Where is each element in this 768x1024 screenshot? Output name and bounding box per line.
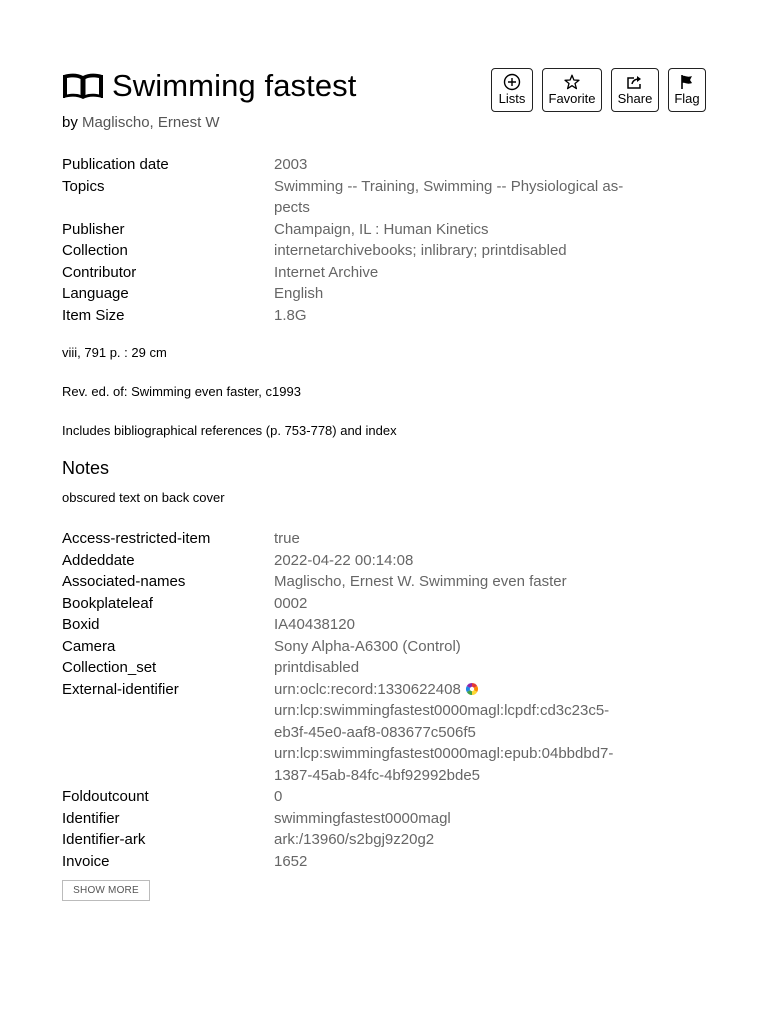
- detail-key: Foldoutcount: [62, 788, 149, 805]
- detail-value: Maglischo, Ernest W. Swimming even faster: [274, 573, 567, 590]
- book-open-icon: [62, 71, 104, 101]
- detail-value: swimmingfastest0000magl: [274, 809, 451, 827]
- meta-key: Publication date: [62, 156, 169, 173]
- meta-key: Contributor: [62, 263, 137, 281]
- flag-label: Flag: [674, 91, 700, 106]
- favorite-label: Favorite: [548, 91, 596, 106]
- share-icon: [626, 73, 644, 91]
- plus-circle-icon: [503, 73, 521, 91]
- detail-value: IA40438120: [274, 616, 355, 633]
- detail-row: [62, 593, 706, 615]
- detail-row: [62, 679, 706, 787]
- flag-button[interactable]: [668, 68, 706, 112]
- author-link[interactable]: Maglischo, Ernest W: [82, 114, 220, 131]
- title-text: Swimming fastest: [112, 68, 357, 103]
- detail-key: Invoice: [62, 852, 110, 870]
- meta-value: 1.8G: [274, 306, 307, 324]
- by-label: by: [62, 114, 78, 131]
- detail-key: Access-restricted-item: [62, 530, 211, 547]
- detail-key: Associated-names: [62, 573, 186, 590]
- detail-key: External-identifier: [62, 680, 179, 698]
- worldcat-icon[interactable]: [465, 681, 479, 695]
- meta-value[interactable]: Swimming -- Training, Swimming -- Physiological as- pects: [274, 177, 624, 216]
- title-row: [62, 66, 706, 116]
- detail-value: urn:oclc:record:1330622408 urn:lcp:swimmingfastest0000magl:lcpdf:cd3c23c5- eb3f-45e0-aaf8-083677c506f5 urn:lcp:swimmingfastest0000magl:epub:04bbdbd7- 1387-45ab-84fc-4bf92992bde5: [274, 680, 614, 784]
- action-buttons: [491, 68, 706, 112]
- meta-key: Language: [62, 285, 129, 302]
- detail-row: [62, 528, 706, 550]
- detail-row: [62, 614, 706, 636]
- detail-row: [62, 786, 706, 808]
- meta-value[interactable]: Internet Archive: [274, 263, 379, 281]
- meta-value[interactable]: internetarchivebooks; inlibrary; printdisabled: [274, 242, 567, 259]
- detail-key: Identifier-ark: [62, 831, 146, 848]
- description-edition: Rev. ed. of: Swimming even faster, c1993: [62, 384, 301, 399]
- share-button[interactable]: [611, 68, 659, 112]
- detail-value: 0: [274, 788, 283, 805]
- lists-button[interactable]: [491, 68, 533, 112]
- notes-text: obscured text on back cover: [62, 490, 225, 505]
- meta-row-publisher: [62, 219, 706, 241]
- meta-key: Collection: [62, 242, 128, 259]
- meta-value: 2003: [274, 156, 308, 173]
- byline: [62, 114, 220, 131]
- details-list: [62, 528, 706, 872]
- meta-row-collection: [62, 240, 706, 262]
- notes-heading: Notes: [62, 458, 110, 478]
- detail-key: Addeddate: [62, 551, 135, 569]
- detail-row: [62, 808, 706, 830]
- meta-row-contributor: [62, 262, 706, 284]
- detail-value: ark:/13960/s2bgj9z20g2: [274, 831, 435, 848]
- detail-value: 1652: [274, 852, 308, 870]
- detail-row: [62, 829, 706, 851]
- show-more-button[interactable]: SHOW MORE: [62, 880, 150, 901]
- meta-value[interactable]: Champaign, IL : Human Kinetics: [274, 220, 489, 238]
- page-title: [62, 68, 357, 104]
- description-physical: viii, 791 p. : 29 cm: [62, 345, 167, 360]
- detail-row: [62, 571, 706, 593]
- description-references: Includes bibliographical references (p. 753-778) and index: [62, 423, 397, 438]
- meta-row-item-size: [62, 305, 706, 327]
- detail-key: Identifier: [62, 809, 120, 827]
- meta-row-language: [62, 283, 706, 305]
- detail-key: Boxid: [62, 616, 100, 633]
- meta-key: Topics: [62, 177, 105, 195]
- detail-value: 2022-04-22 00:14:08: [274, 551, 414, 569]
- detail-key: Camera: [62, 637, 116, 655]
- metadata-list: [62, 154, 706, 326]
- lists-label: Lists: [498, 91, 526, 106]
- detail-row: [62, 851, 706, 873]
- meta-key: Item Size: [62, 306, 125, 324]
- detail-row: [62, 657, 706, 679]
- favorite-button[interactable]: [542, 68, 602, 112]
- meta-value[interactable]: English: [274, 285, 324, 302]
- detail-value: 0002: [274, 594, 308, 612]
- meta-row-publication-date: [62, 154, 706, 176]
- detail-value: true: [274, 530, 300, 547]
- detail-value: printdisabled: [274, 659, 360, 676]
- meta-key: Publisher: [62, 220, 125, 238]
- star-icon: [564, 73, 580, 91]
- detail-key: Bookplateleaf: [62, 594, 153, 612]
- detail-row: [62, 636, 706, 658]
- detail-row: [62, 550, 706, 572]
- meta-row-topics: [62, 176, 706, 219]
- flag-icon: [679, 73, 695, 91]
- detail-value: Sony Alpha-A6300 (Control): [274, 637, 461, 655]
- detail-key: Collection_set: [62, 659, 157, 676]
- share-label: Share: [617, 91, 653, 106]
- oclc-identifier: urn:oclc:record:1330622408: [274, 680, 461, 698]
